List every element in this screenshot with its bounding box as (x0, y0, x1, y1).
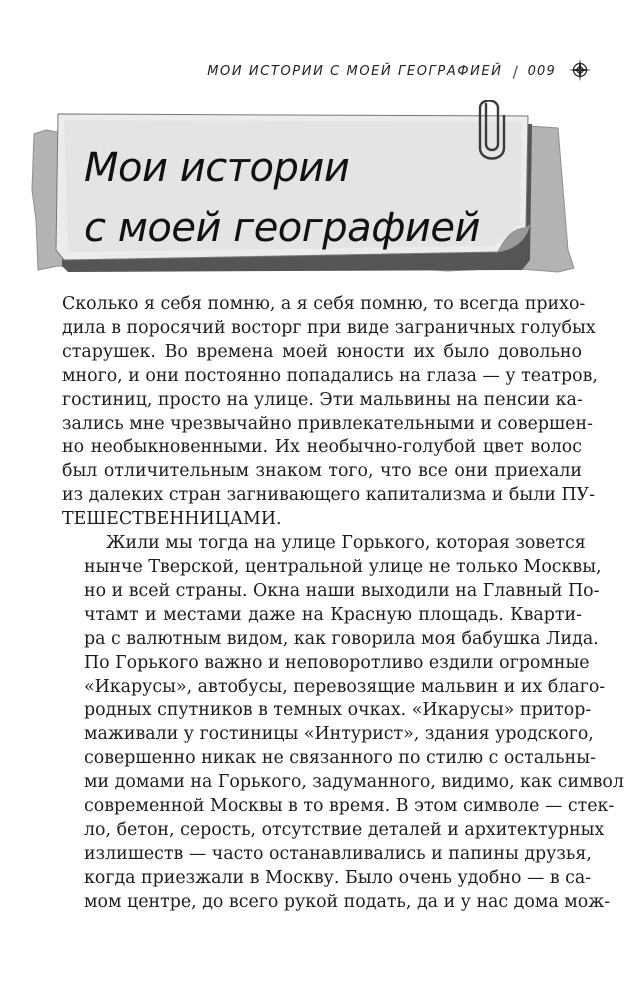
text-line: совершенно никак не связанного по стилю с остальны- (84, 748, 596, 769)
text-line: нынче Тверской, центральной улице не только Москвы, (84, 556, 602, 577)
running-head-divider: / (512, 62, 520, 81)
page-number: 009 (527, 64, 556, 79)
text-line: но необыкновенными. Их необычно-голубой цвет волос (62, 437, 582, 458)
text-line: родных спутников в темных очках. «Икарусы» притор- (84, 700, 592, 721)
text-line: много, и они постоянно попадались на глаза — у театров, (62, 365, 598, 386)
text-line: дила в поросячий восторг при виде заграничных голубых (62, 317, 596, 338)
text-line: современной Москвы в то время. В этом символе — стек- (84, 796, 615, 817)
body-text (62, 293, 624, 915)
text-line: излишеств — часто останавливались и папины друзья, (84, 843, 592, 864)
text-line: «Икарусы», автобусы, перевозящие мальвин и их благо- (84, 676, 606, 697)
text-line: старушек. Во времена моей юности их было довольно (62, 341, 582, 362)
text-line: мом центре, до всего рукой подать, да и у нас дома мож- (84, 891, 611, 912)
text-line: чтамт и местами даже на Красную площадь. Кварти- (84, 604, 582, 625)
text-line: ТЕШЕСТВЕННИЦАМИ. (62, 509, 282, 530)
text-line: ми домами на Горького, задуманного, видимо, как символ (84, 772, 624, 793)
paragraph-1 (62, 293, 598, 532)
text-line: зались мне чрезвычайно привлекательными и совершен- (62, 413, 593, 434)
text-line: Сколько я себя помню, а я себя помню, то всегда прихо- (62, 294, 586, 314)
chapter-title-line-2: с моей географией (84, 205, 480, 251)
text-line: Жили мы тогда на улице Горького, которая зовется (106, 533, 586, 554)
text-line: ра с валютным видом, как говорила моя бабушка Лида. (84, 628, 599, 649)
compass-rose-icon (568, 58, 592, 82)
text-line: был отличительным знаком того, что все они приехали (62, 461, 582, 482)
text-line: маживали у гостиницы «Интурист», здания уродского, (84, 724, 594, 745)
text-line: По Горького важно и неповоротливо ездили огромные (84, 652, 590, 673)
text-line: но и всей страны. Окна наши выходили на Главный По- (84, 580, 600, 601)
text-line: ло, бетон, серость, отсутствие деталей и архитектурных (84, 819, 605, 840)
chapter-title-line-1: Мои истории (84, 145, 350, 191)
running-head (207, 62, 556, 81)
text-line: когда приезжали в Москву. Было очень удобно — в са- (84, 867, 592, 888)
text-line: из далеких стран загнивающего капитализма и были ПУ- (62, 485, 595, 506)
paragraph-2 (62, 532, 624, 915)
text-line: гостиниц, просто на улице. Эти мальвины на пенсии ка- (62, 389, 583, 410)
running-title: МОИ ИСТОРИИ С МОЕЙ ГЕОГРАФИЕЙ (207, 64, 503, 79)
chapter-title (84, 138, 504, 258)
